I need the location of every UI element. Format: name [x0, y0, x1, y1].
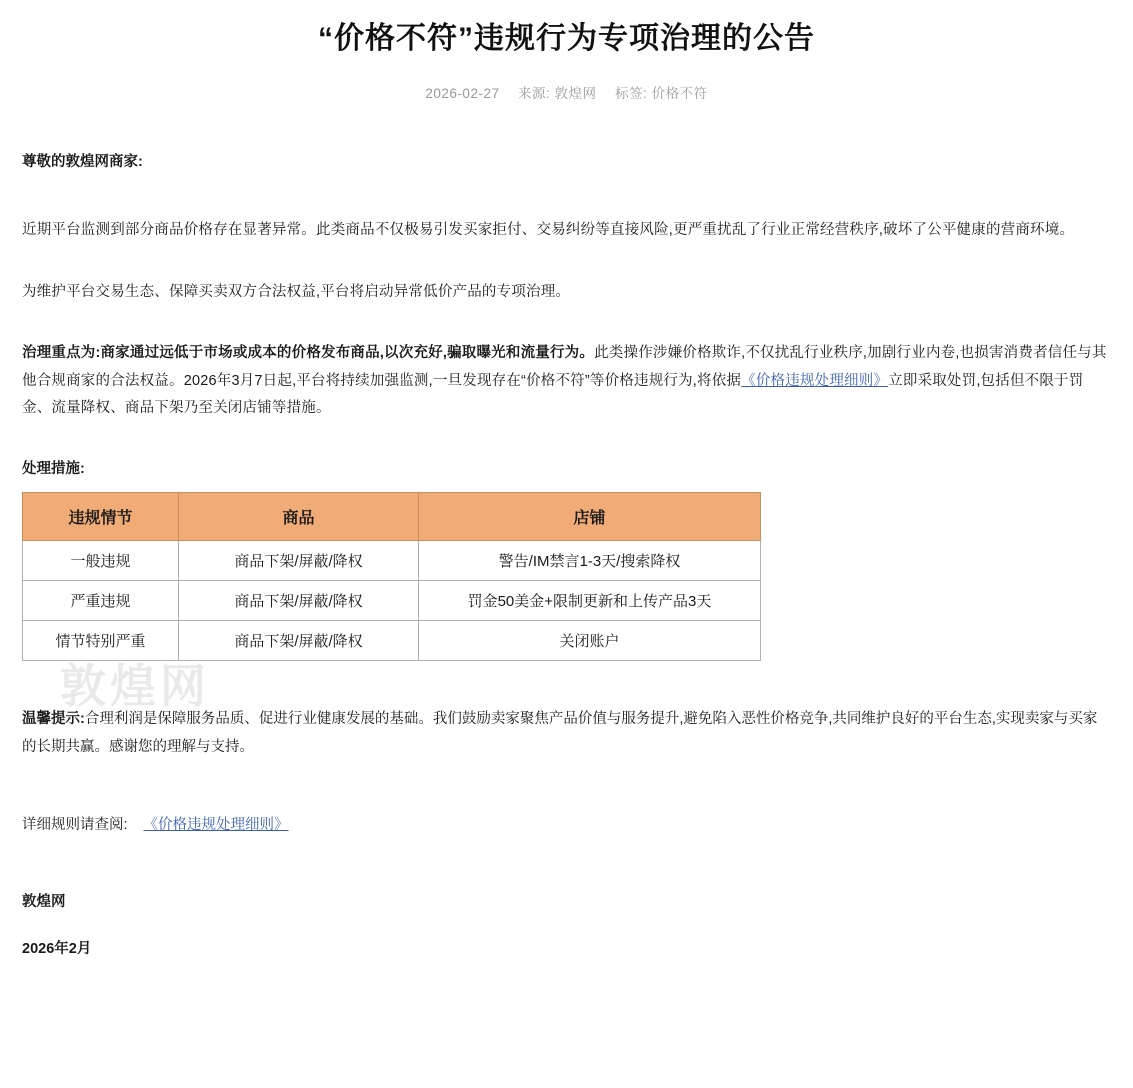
key-focus-text-1: 此类操作涉嫌价格欺诈,不仅扰乱行业秩序,加剧行业内卷,也损害消费者信任与其他合规商家的合法权益。2026年3月7日起,平台将持续加强监测,一旦发现存在“价格不符”等价格违规行为,将依据: [22, 345, 1107, 389]
table-row: [23, 580, 761, 620]
price-violation-rules-link-inline[interactable]: 《价格违规处理细则》: [741, 372, 889, 389]
table-cell: 商品下架/屏蔽/降权: [179, 620, 419, 660]
table-cell: 情节特别严重: [23, 620, 179, 660]
tag-label: 标签:: [615, 86, 648, 101]
tips-label: 温馨提示:: [22, 710, 85, 727]
table-row: [23, 620, 761, 660]
table-cell: 严重违规: [23, 580, 179, 620]
detail-rules-label: 详细规则请查阅:: [22, 817, 128, 834]
measures-label: 处理措施:: [22, 460, 85, 477]
penalty-table: [22, 492, 761, 661]
table-cell: 关闭账户: [419, 620, 761, 660]
publish-date: 2026-02-27: [425, 86, 500, 101]
article-body: [0, 150, 1133, 958]
watermark: 敦煌网: [60, 660, 210, 712]
table-cell: 警告/IM禁言1-3天/搜索降权: [419, 540, 761, 580]
salutation: 尊敬的敦煌网商家:: [22, 154, 143, 170]
key-focus-label: 治理重点为:: [22, 345, 101, 362]
table-cell: 商品下架/屏蔽/降权: [179, 540, 419, 580]
key-focus-paragraph: [22, 340, 1111, 423]
key-focus-bold: 商家通过远低于市场或成本的价格发布商品,以次充好,骗取曝光和流量行为。: [100, 345, 595, 362]
table-header-cell: 违规情节: [23, 492, 179, 540]
tips-paragraph: [22, 705, 1111, 762]
article-meta: [0, 60, 1133, 102]
price-violation-rules-link[interactable]: 《价格违规处理细则》: [143, 817, 289, 834]
source-label: 来源:: [518, 86, 551, 101]
tips-text: 合理利润是保障服务品质、促进行业健康发展的基础。我们鼓励卖家聚焦产品价值与服务提升,避免陷入恶性价格竞争,共同维护良好的平台生态,实现卖家与买家的长期共赢。感谢您的理解与支持。: [22, 710, 1098, 755]
paragraph-2: 为维护平台交易生态、保障买卖双方合法权益,平台将启动异常低价产品的专项治理。: [22, 283, 571, 300]
tag-value: 价格不符: [651, 86, 708, 101]
table-cell: 罚金50美金+限制更新和上传产品3天: [419, 580, 761, 620]
key-focus-text-2: 立即采取处罚,包括但不限于罚金、流量降权、商品下架乃至关闭店铺等措施。: [22, 372, 1084, 417]
table-header-row: [23, 492, 761, 540]
table-cell: 一般违规: [23, 540, 179, 580]
page-title: “价格不符”违规行为专项治理的公告: [318, 22, 815, 55]
table-header-cell: 店铺: [419, 492, 761, 540]
table-row: [23, 540, 761, 580]
table-cell: 商品下架/屏蔽/降权: [179, 580, 419, 620]
signature-company: 敦煌网: [22, 894, 66, 911]
source-value: 敦煌网: [554, 86, 597, 101]
table-header-cell: 商品: [179, 492, 419, 540]
detail-rules-line: [22, 813, 1111, 834]
signature-date: 2026年2月: [22, 941, 92, 958]
paragraph-1: 近期平台监测到部分商品价格存在显著异常。此类商品不仅极易引发买家拒付、交易纠纷等直接风险,更严重扰乱了行业正常经营秩序,破坏了公平健康的营商环境。: [22, 222, 1075, 238]
